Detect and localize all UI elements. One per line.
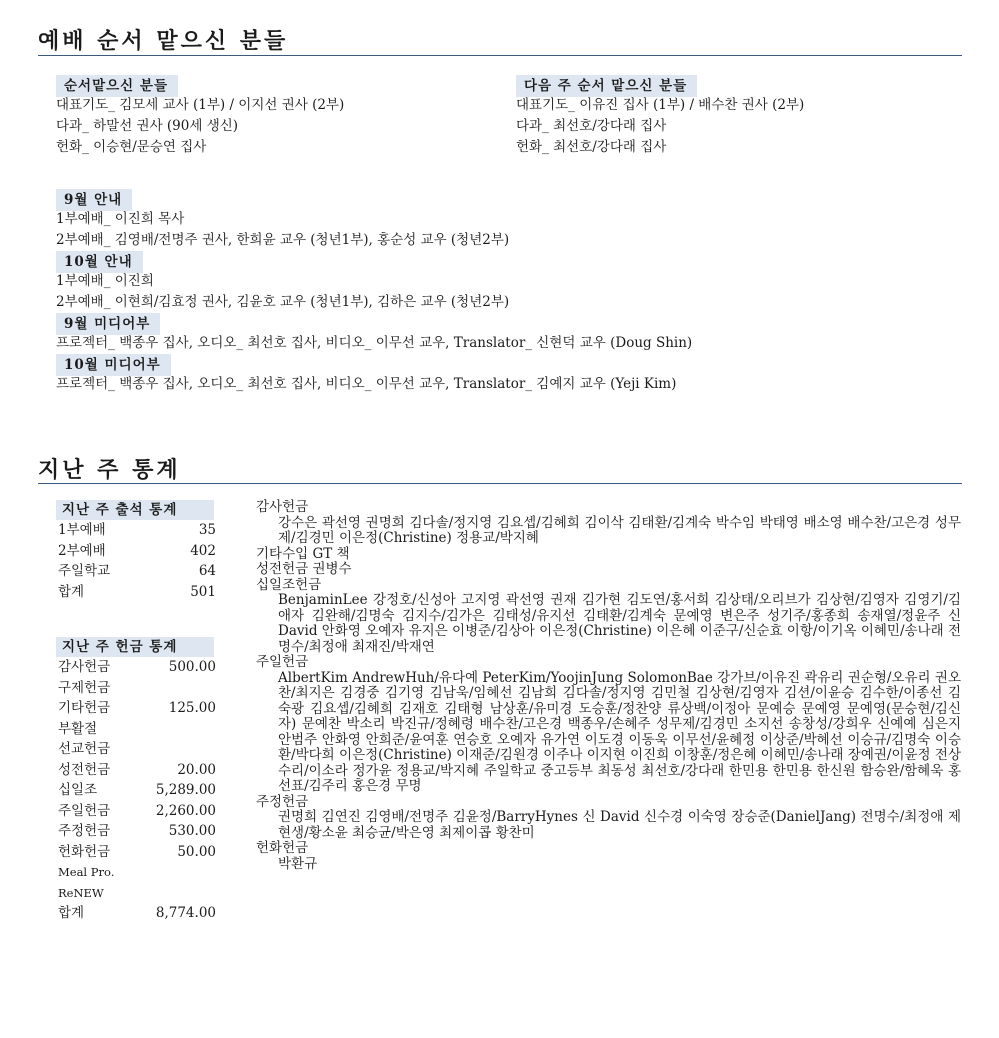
next-week-roles xyxy=(516,75,956,158)
attendance-stats-header: 지난 주 출석 통계 xyxy=(56,500,214,520)
offering-category: 성전헌금 권병수 xyxy=(256,561,352,577)
stat-row: 합계 501 xyxy=(58,583,216,600)
offering-names: AlbertKim AndrewHuh/유다예 PeterKim/YoojinJung SolomonBae 강가브/이유진 곽유리 권순형/오유리 권오찬/최지은 김경중 김기영 김남욱/임혜선 김남희 김다솔/정지영 김민철 김상현/김영자 김션/이윤승 김수한/이종선 김숙광 김요셉/김혜희 김재호 김태형 남상훈/유미경 도승훈/정찬양 류상백/이정아 문예승 문예영 문예영(문승현/김신자) 문예찬 박소리 박진규/정혜령 배수찬/고은경 백종우/손혜주 성무제/김경민 소지선 송창성/강희우 신예예 심은지 안범주 안화영 안희준/윤여훈 연승호 오예자 유가연 이도경 이동욱 이무선/윤혜정 이상준/박혜선 이승규/김명숙 이승환/박다희 이은정(Christine) 이재준/김원경 이주나 이지현 이진희 이창훈/정은혜 이혜민/송나래 장예권/이윤정 전상수리/이소라 정가윤 정용교/박지혜 주일학교 중고등부 최동성 최선호/강다래 한민용 한민용 한신원 함승완/함혜욱 홍선표/김주리 홍은경 무명 xyxy=(278,669,961,794)
section-divider xyxy=(38,55,962,56)
section-divider xyxy=(38,483,962,484)
stat-row: 헌화헌금 50.00 xyxy=(58,843,216,860)
notice-header-oct: 10월 안내 xyxy=(56,251,143,273)
media-header-sept: 9월 미디어부 xyxy=(56,313,160,335)
notice-line: 1부예배_ 이진희 xyxy=(56,273,154,289)
stat-row: ReNEW xyxy=(58,885,104,900)
media-header-oct: 10월 미디어부 xyxy=(56,354,171,376)
stat-row: 부활절 xyxy=(58,720,98,737)
attendance-stats xyxy=(56,500,216,602)
stat-row: 십일조 5,289.00 xyxy=(58,782,216,798)
role-line: 대표기도_ 이유진 집사 (1부) / 배수찬 권사 (2부) xyxy=(516,97,805,113)
role-line: 다과_ 최선호/강다래 집사 xyxy=(516,118,667,134)
offering-category: 주일헌금 xyxy=(256,654,309,670)
offering-names: BenjaminLee 강정호/신성아 고지영 곽선영 권재 김가현 김도연/홍서희 김상태/오리브가 김상현/김영자 김영기/김애자 김완해/김명숙 김지수/김가은 김태성/유지선 김태환/김계숙 문예영 변은주 성기주/홍종희 송재열/정윤주 신 David 안화영 오예자 유지은 이병준/김상아 이은정(Christine) 이은혜 이준구/신순효 이항/이기옥 이혜민/송나래 전명수/최정애 최재진/박재연 xyxy=(278,592,961,655)
stat-row: 1부예배 35 xyxy=(58,522,216,538)
role-line: 헌화_ 이승현/문승연 집사 xyxy=(56,139,207,155)
notice-header-sept: 9월 안내 xyxy=(56,189,132,211)
role-line: 다과_ 하말선 권사 (90세 생신) xyxy=(56,118,239,134)
offering-category: 기타수입 GT 책 xyxy=(256,545,350,562)
offering-category: 십일조헌금 xyxy=(256,576,322,593)
media-line: 프로젝터_ 백종우 집사, 오디오_ 최선호 집사, 비디오_ 이무선 교우, Translator_ 신현덕 교우 (Doug Shin) xyxy=(56,335,693,351)
notice-line: 2부예배_ 이현희/김효정 권사, 김윤호 교우 (청년1부), 김하은 교우 (청년2부) xyxy=(56,294,510,310)
stat-row: 감사헌금 500.00 xyxy=(58,659,216,675)
offering-names: 박환규 xyxy=(278,855,318,872)
offering-category: 주정헌금 xyxy=(256,793,309,810)
offering-category: 헌화헌금 xyxy=(256,840,309,856)
offering-stats xyxy=(56,637,216,924)
stat-row: 주일학교 64 xyxy=(58,563,216,579)
this-week-roles-header: 순서맡으신 분들 xyxy=(56,75,178,97)
stat-row: 주일헌금 2,260.00 xyxy=(58,802,216,819)
offering-names: 강수은 곽선영 권명희 김다솔/정지영 김요셉/김혜희 김이삭 김태환/김계숙 박수임 박태영 배소영 배수찬/고은경 성무제/김경민 이은정(Christine) 정용교/박지혜 xyxy=(278,514,961,546)
notice-line: 2부예배_ 김영배/전명주 권사, 한희윤 교우 (청년1부), 홍순성 교우 (청년2부) xyxy=(56,232,510,248)
offering-stats-header: 지난 주 헌금 통계 xyxy=(56,637,214,657)
role-line: 헌화_ 최선호/강다래 집사 xyxy=(516,139,667,155)
offering-category: 감사헌금 xyxy=(256,499,309,515)
stat-row: 구제헌금 xyxy=(58,679,111,696)
stat-row: 2부예배 402 xyxy=(58,542,216,559)
notice-line: 1부예배_ 이진희 목사 xyxy=(56,211,185,227)
section-title-statistics: 지난 주 통계 xyxy=(38,457,181,483)
this-week-roles xyxy=(56,75,496,158)
next-week-roles-header: 다음 주 순서 맡으신 분들 xyxy=(516,75,697,97)
section-title-service-roles: 예배 순서 맡으신 분들 xyxy=(38,28,289,54)
stat-row: 기타헌금 125.00 xyxy=(58,700,216,716)
stat-row: 성전헌금 20.00 xyxy=(58,761,216,778)
role-line: 대표기도_ 김모세 교사 (1부) / 이지선 권사 (2부) xyxy=(56,97,345,113)
stat-row: 선교헌금 xyxy=(58,741,111,757)
notices xyxy=(56,189,956,395)
offering-list xyxy=(256,500,961,872)
stat-row: 합계 8,774.00 xyxy=(58,905,216,921)
stat-row: Meal Pro. xyxy=(58,865,115,879)
media-line: 프로젝터_ 백종우 집사, 오디오_ 최선호 집사, 비디오_ 이무선 교우, Translator_ 김예지 교우 (Yeji Kim) xyxy=(56,376,677,392)
stat-row: 주정헌금 530.00 xyxy=(58,823,216,839)
offering-names: 권명희 김연진 김영배/전명주 김윤정/BarryHynes 신 David 신수경 이숙영 장승준(DanielJang) 전명수/최정애 제현생/황소윤 최승균/박은영 최제이콥 황찬미 xyxy=(278,809,961,841)
